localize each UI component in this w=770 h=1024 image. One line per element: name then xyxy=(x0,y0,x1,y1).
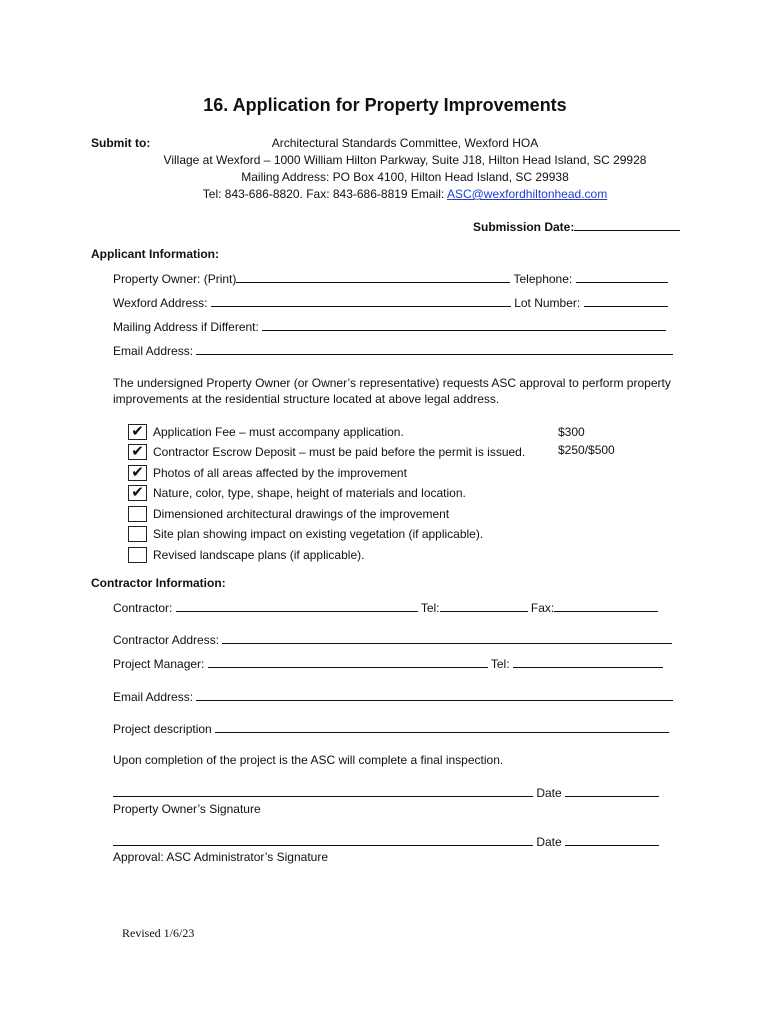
submit-to-label: Submit to: xyxy=(91,136,151,150)
project-description-label: Project description xyxy=(113,722,212,736)
contractor-heading: Contractor Information: xyxy=(91,576,226,590)
mailing-address-label: Mailing Address if Different: xyxy=(113,320,259,334)
contractor-address-line[interactable] xyxy=(222,632,672,644)
office-address: Village at Wexford – 1000 William Hilton Parkway, Suite J18, Hilton Head Island, SC 29928 xyxy=(163,153,647,167)
telephone-label: Telephone: xyxy=(513,272,573,286)
owner-signature-date-label: Date xyxy=(536,786,562,800)
contractor-tel-label: Tel: xyxy=(420,601,440,615)
wexford-address-line[interactable] xyxy=(211,295,511,307)
contractor-address-row xyxy=(113,632,672,647)
checklist-label-escrow-deposit: Contractor Escrow Deposit – must be paid before the permit is issued. xyxy=(153,445,526,459)
checklist-label-site-plan: Site plan showing impact on existing vegetation (if applicable). xyxy=(153,527,484,541)
checkbox-drawings[interactable] xyxy=(128,506,147,522)
completion-note: Upon completion of the project is the ASC will complete a final inspection. xyxy=(113,753,504,767)
owner-signature-line[interactable] xyxy=(113,785,533,797)
checklist-label-application-fee: Application Fee – must accompany application. xyxy=(153,425,404,439)
revision-note: Revised 1/6/23 xyxy=(122,926,195,940)
checkbox-escrow-deposit[interactable]: ✔ xyxy=(128,444,147,460)
project-manager-label: Project Manager: xyxy=(113,657,205,671)
statement-line-1: The undersigned Property Owner (or Owner’s representative) requests ASC approval to perform property xyxy=(113,376,671,390)
contractor-email-line[interactable] xyxy=(196,689,673,701)
mailing-address-line[interactable] xyxy=(262,319,666,331)
email-address-line[interactable] xyxy=(196,343,673,355)
email-link[interactable]: ASC@wexfordhiltonhead.com xyxy=(446,187,608,201)
checklist-label-drawings: Dimensioned architectural drawings of the improvement xyxy=(153,507,450,521)
owner-signature-row xyxy=(113,785,659,800)
checkbox-landscape[interactable] xyxy=(128,547,147,563)
lot-number-label: Lot Number: xyxy=(514,296,581,310)
mailing-address: Mailing Address: PO Box 4100, Hilton Head Island, SC 29938 xyxy=(241,170,569,184)
project-manager-tel-label: Tel: xyxy=(490,657,510,671)
contractor-email-label: Email Address: xyxy=(113,690,194,704)
checkbox-application-fee[interactable]: ✔ xyxy=(128,424,147,440)
lot-number-line[interactable] xyxy=(584,295,668,307)
amount-escrow-deposit: $250/$500 xyxy=(558,443,615,457)
approval-signature-line[interactable] xyxy=(113,834,533,846)
project-description-line[interactable] xyxy=(215,721,669,733)
contractor-row xyxy=(113,600,658,615)
project-manager-line[interactable] xyxy=(208,656,488,668)
applicant-heading: Applicant Information: xyxy=(91,247,219,261)
project-manager-row xyxy=(113,656,663,671)
owner-label: Property Owner: (Print) xyxy=(113,272,237,286)
email-address-label: Email Address: xyxy=(113,344,194,358)
contact-line xyxy=(0,187,770,201)
checklist-label-photos: Photos of all areas affected by the improvement xyxy=(153,466,407,480)
checkbox-site-plan[interactable] xyxy=(128,526,147,542)
form-title: 16. Application for Property Improvements xyxy=(203,95,567,115)
telephone-line[interactable] xyxy=(576,271,668,283)
owner-line[interactable] xyxy=(236,271,510,283)
contractor-fax-line[interactable] xyxy=(554,600,658,612)
contractor-address-label: Contractor Address: xyxy=(113,633,220,647)
amount-application-fee: $300 xyxy=(558,425,585,439)
approval-signature-row xyxy=(113,834,659,849)
submission-date-label: Submission Date: xyxy=(473,220,575,234)
approval-signature-date-label: Date xyxy=(536,835,562,849)
owner-signature-caption: Property Owner’s Signature xyxy=(113,802,261,816)
contractor-fax-label: Fax: xyxy=(530,601,555,615)
approval-signature-caption: Approval: ASC Administrator’s Signature xyxy=(113,850,328,864)
statement-line-2: improvements at the residential structure located at above legal address. xyxy=(113,392,500,406)
contractor-email-row xyxy=(113,689,673,704)
phone-fax-text: Tel: 843-686-8820. Fax: 843-686-8819 Email: xyxy=(202,187,447,201)
submission-date-field[interactable] xyxy=(473,219,680,234)
project-manager-tel-line[interactable] xyxy=(513,656,663,668)
contractor-line[interactable] xyxy=(176,600,418,612)
address-row xyxy=(113,295,668,310)
contractor-tel-line[interactable] xyxy=(440,600,528,612)
checklist-label-landscape: Revised landscape plans (if applicable). xyxy=(153,548,365,562)
wexford-address-label: Wexford Address: xyxy=(113,296,208,310)
checkbox-materials[interactable]: ✔ xyxy=(128,485,147,501)
owner-row xyxy=(113,271,668,286)
checklist-label-materials: Nature, color, type, shape, height of materials and location. xyxy=(153,486,466,500)
contractor-label: Contractor: xyxy=(113,601,173,615)
owner-signature-date-line[interactable] xyxy=(565,785,659,797)
committee-name: Architectural Standards Committee, Wexford HOA xyxy=(271,136,539,150)
approval-signature-date-line[interactable] xyxy=(565,834,659,846)
checkbox-photos[interactable]: ✔ xyxy=(128,465,147,481)
mailing-row xyxy=(113,319,666,334)
submission-date-line[interactable] xyxy=(574,219,680,231)
project-description-row xyxy=(113,721,669,736)
email-row xyxy=(113,343,673,358)
